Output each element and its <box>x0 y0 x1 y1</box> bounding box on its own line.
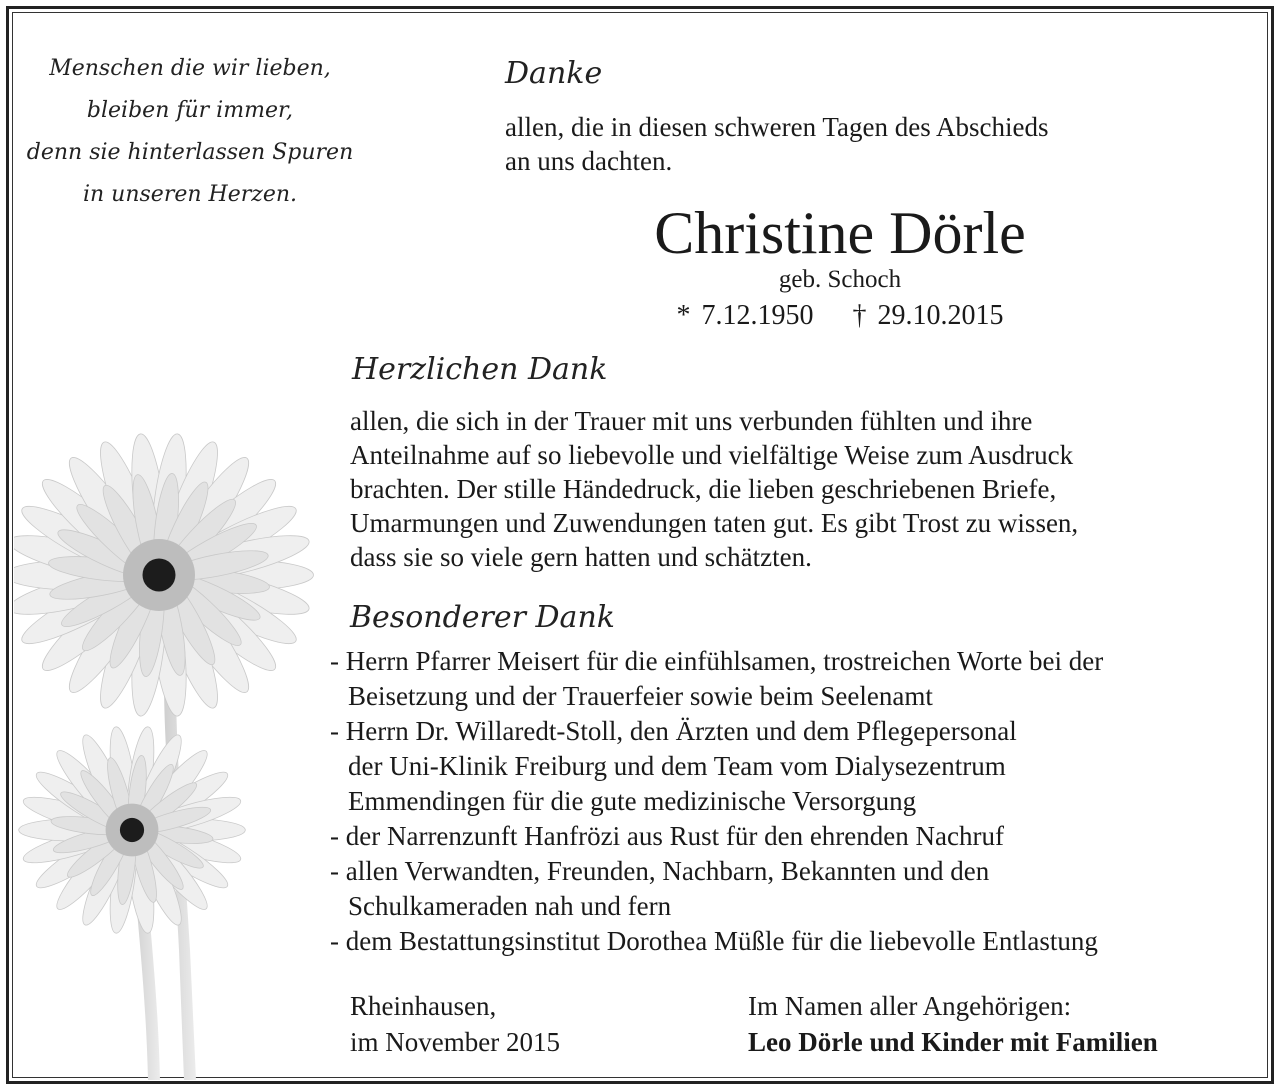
danke-line: allen, die in diesen schweren Tagen des Abschieds <box>505 112 1049 142</box>
list-item-continuation: Schulkameraden nah und fern <box>348 891 672 921</box>
list-item: - dem Bestattungsinstitut Dorothea Müßle für die liebevolle Entlastung <box>330 926 1098 956</box>
born-name: geb. Schoch <box>778 266 902 293</box>
flower-center <box>120 818 144 842</box>
deceased-name: Christine Dörle <box>654 200 1026 266</box>
list-item-continuation: Emmendingen für die gute medizinische Versorgung <box>348 786 917 816</box>
flower-center <box>143 559 176 592</box>
list-item-continuation: der Uni-Klinik Freiburg und dem Team vom Dialysezentrum <box>348 751 1006 781</box>
date: im November 2015 <box>350 1027 560 1057</box>
flower-upper <box>14 432 314 718</box>
verse-line: in unseren Herzen. <box>82 182 298 207</box>
herzlichen-dank-line: allen, die sich in der Trauer mit uns verbunden fühlten und ihre <box>350 406 1033 436</box>
verse-line: Menschen die wir lieben, <box>49 56 331 81</box>
list-item: - allen Verwandten, Freunden, Nachbarn, Bekannten und den <box>330 856 990 886</box>
verse-line: denn sie hinterlassen Spuren <box>26 140 354 165</box>
family-names: Leo Dörle und Kinder mit Familien <box>748 1027 1158 1057</box>
place-and-date <box>350 988 560 1060</box>
verse-line: bleiben für immer, <box>86 98 294 123</box>
herzlichen-dank-line: brachten. Der stille Händedruck, die lieben geschriebenen Briefe, <box>350 474 1057 504</box>
family-signature <box>748 988 1158 1060</box>
besonderer-dank-heading: Besonderer Dank <box>350 600 615 635</box>
life-dates <box>560 300 1120 332</box>
list-item: - der Narrenzunft Hanfrözi aus Rust für den ehrenden Nachruf <box>330 821 1004 851</box>
death-date: † 29.10.2015 <box>852 300 1004 331</box>
list-item-continuation: Beisetzung und der Trauerfeier sowie beim Seelenamt <box>348 681 933 711</box>
herzlichen-dank-text <box>350 404 1078 574</box>
besonderer-dank-list <box>330 644 1103 959</box>
list-item: - Herrn Pfarrer Meisert für die einfühlsamen, trostreichen Worte bei der <box>330 646 1104 676</box>
place: Rheinhausen, <box>350 991 497 1021</box>
list-item: - Herrn Dr. Willaredt-Stoll, den Ärzten und dem Pflegepersonal <box>330 716 1017 746</box>
herzlichen-dank-line: Anteilnahme auf so liebevolle und vielfältige Weise zum Ausdruck <box>350 440 1074 470</box>
memorial-verse <box>20 48 360 216</box>
danke-line: an uns dachten. <box>505 146 673 176</box>
herzlichen-dank-line: Umarmungen und Zuwendungen taten gut. Es gibt Trost zu wissen, <box>350 508 1079 538</box>
danke-text <box>505 110 1048 178</box>
herzlichen-dank-heading: Herzlichen Dank <box>352 352 608 387</box>
flower-lower <box>19 725 246 934</box>
gerbera-flowers-image <box>14 430 314 1080</box>
danke-heading: Danke <box>505 56 603 91</box>
herzlichen-dank-line: dass sie so viele gern hatten und schätzten. <box>350 542 812 572</box>
birth-date: * 7.12.1950 <box>676 300 814 331</box>
family-intro: Im Namen aller Angehörigen: <box>748 991 1072 1021</box>
